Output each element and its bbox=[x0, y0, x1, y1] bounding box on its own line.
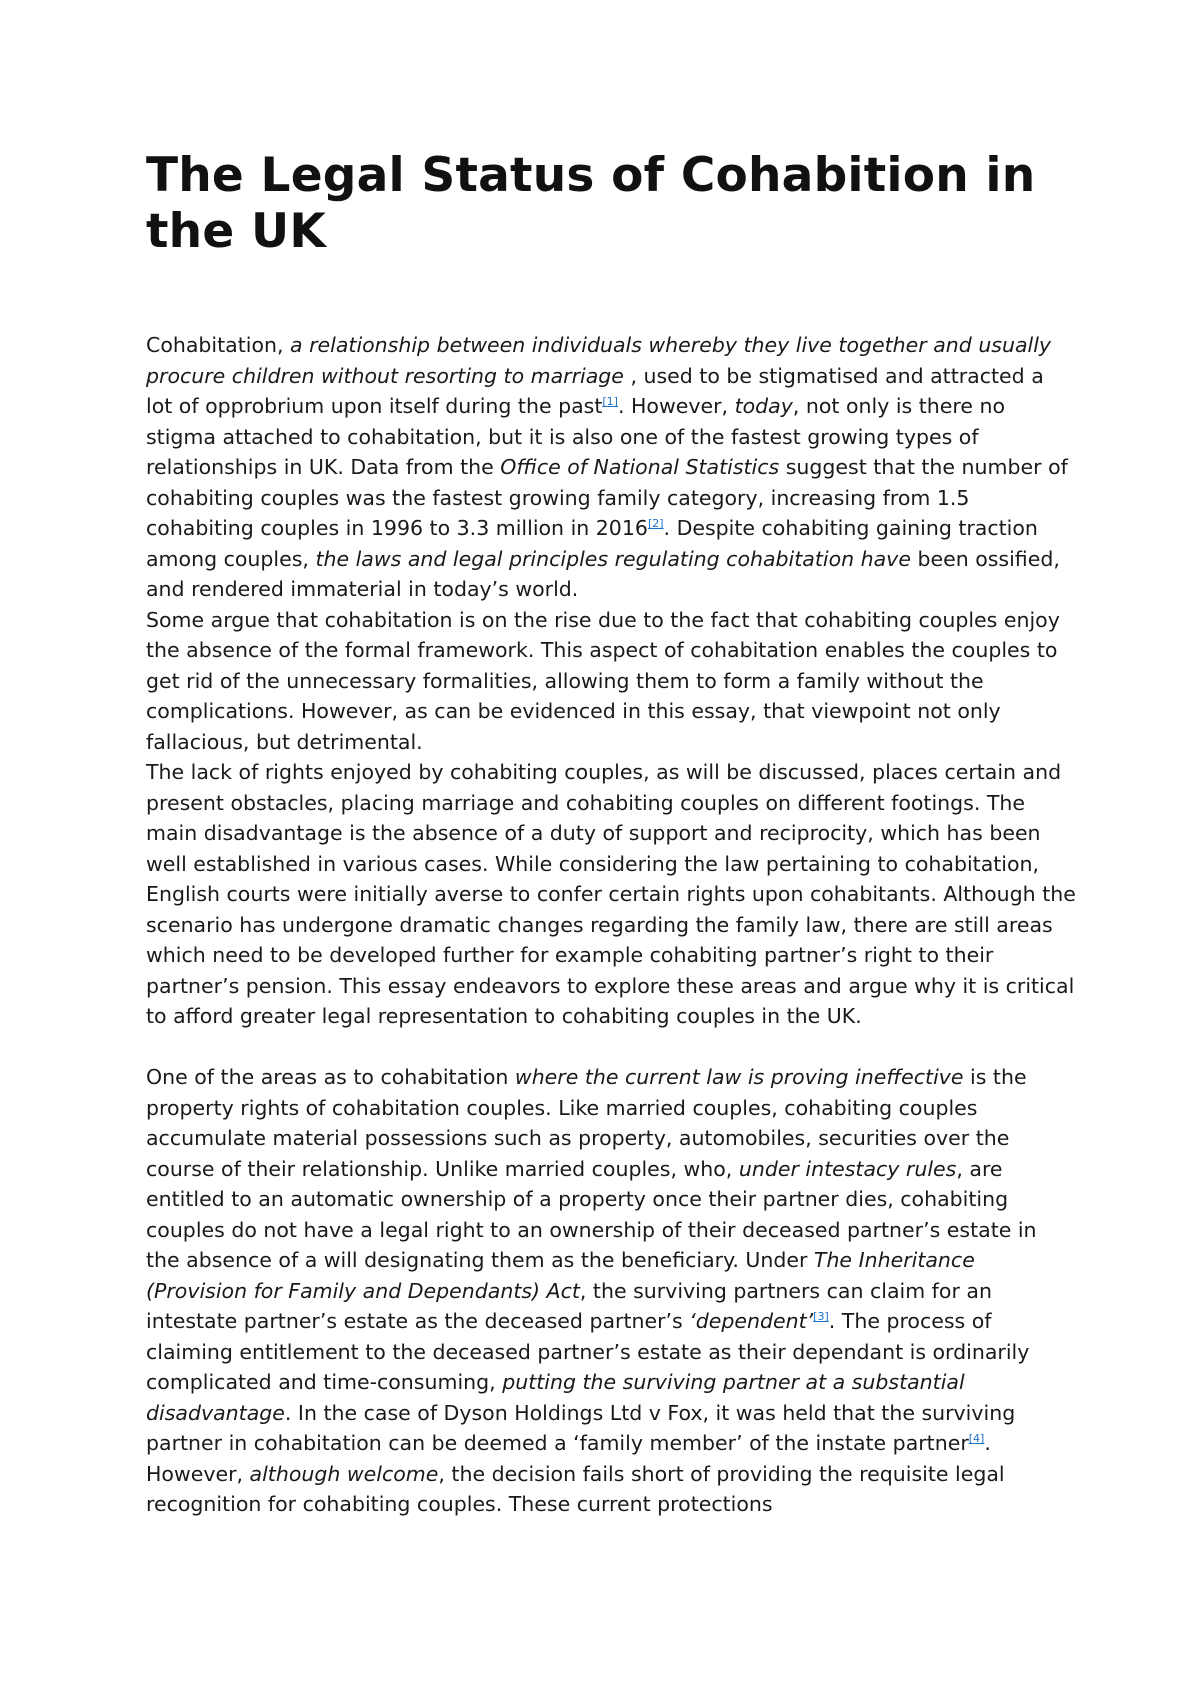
body-text-run: , are entitled to an automatic ownership of a property once their partner dies, cohabiting couples do not have a legal right to an ownership of their deceased partner’s estate in the absence of a will designating them as the beneficiary. Under bbox=[146, 1156, 1037, 1272]
italic-text: under intestacy rules bbox=[738, 1156, 957, 1181]
body-text-run: Cohabitation, bbox=[146, 333, 291, 357]
body-text-run: . However, bbox=[146, 1431, 991, 1486]
body-text-run: . However, bbox=[617, 394, 735, 418]
paragraph-p2 bbox=[146, 605, 1076, 758]
footnote-link[interactable]: [1] bbox=[602, 395, 618, 408]
footnote-link[interactable]: [3] bbox=[813, 1310, 829, 1323]
body-text-run: Some argue that cohabitation is on the rise due to the fact that cohabiting couples enjoy the absence of the formal framework. This aspect of cohabitation enables the couples to get rid of the unnecessary formalities, allowing them to form a family without the complications. However, as can be evidenced in this essay, that viewpoint not only fallacious, but detrimental. bbox=[146, 607, 1060, 754]
document-body bbox=[146, 330, 1076, 1520]
body-text-run: . Despite cohabiting gaining traction among couples, bbox=[146, 516, 1038, 571]
italic-text: putting the surviving partner at a substantial disadvantage bbox=[146, 1370, 965, 1425]
body-text-run: , not only is there no stigma attached to cohabitation, but it is also one of the fastest growing types of relationships in UK. Data from the bbox=[146, 394, 1006, 479]
body-text-run: been ossified, and rendered immaterial in today’s world. bbox=[146, 546, 1060, 601]
body-text-run: One of the areas as to cohabitation bbox=[146, 1065, 515, 1089]
body-text-run: , used to be stigmatised and attracted a lot of opprobrium upon itself during the past bbox=[146, 363, 1044, 418]
italic-text: although welcome bbox=[249, 1461, 439, 1486]
italic-text: where the current law is proving ineffective bbox=[514, 1065, 964, 1089]
italic-text: the laws and legal principles regulating cohabitation have bbox=[315, 546, 911, 571]
italic-text: Office of National Statistics bbox=[500, 455, 780, 479]
footnote-link[interactable]: [2] bbox=[647, 517, 664, 530]
body-text-run: , the surviving partners can claim for an intestate partner’s estate as the deceased partner’s bbox=[146, 1278, 992, 1333]
body-text-run: , the decision fails short of providing the requisite legal recognition for cohabiting couples. These current protections bbox=[146, 1461, 1005, 1516]
paragraph-p4 bbox=[146, 1062, 1076, 1520]
body-text-run: . In the case of Dyson Holdings Ltd v Fox, it was held that the surviving partner in cohabitation can be deemed a ‘family member’ of the instate partner bbox=[146, 1400, 1016, 1455]
paragraph-p3 bbox=[146, 757, 1076, 1032]
document-title: The Legal Status of Cohabition in the UK bbox=[146, 148, 1036, 259]
body-text-run: The lack of rights enjoyed by cohabiting couples, as will be discussed, places certain and present obstacles, placing marriage and cohabiting couples on different footings. The main disadvantage is the absence of a duty of support and reciprocity, which has been well established in various cases. While considering the law pertaining to cohabitation, English courts were initially averse to confer certain rights upon cohabitants. Although the scenario has undergone dramatic changes regarding the family law, there are still areas which need to be developed further for example cohabiting partner’s right to their partner’s pension. This essay endeavors to explore these areas and argue why it is critical to afford greater legal representation to cohabiting couples in the UK. bbox=[146, 760, 1076, 1028]
body-text-run: suggest that the number of cohabiting couples was the fastest growing family category, increasing from 1.5 cohabiting couples in 1996 to 3.3 million in 2016 bbox=[146, 455, 1068, 540]
paragraph-p1 bbox=[146, 330, 1076, 605]
body-text-run: . The process of claiming entitlement to the deceased partner’s estate as their dependant is ordinarily complicated and time-consuming, bbox=[146, 1309, 1030, 1394]
italic-text: today bbox=[734, 394, 793, 418]
italic-text: The Inheritance (Provision for Family and Dependants) Act bbox=[146, 1248, 975, 1303]
body-text-run: is the property rights of cohabitation couples. Like married couples, cohabiting couples accumulate material possessions such as property, automobiles, securities over the course of their relationship. Unlike married couples, who, bbox=[146, 1065, 1027, 1181]
italic-text: a relationship between individuals whereby they live together and usually procure children without resorting to marriage bbox=[146, 333, 1052, 388]
footnote-link[interactable]: [4] bbox=[968, 1432, 985, 1445]
italic-text: ‘dependent’ bbox=[689, 1309, 814, 1333]
